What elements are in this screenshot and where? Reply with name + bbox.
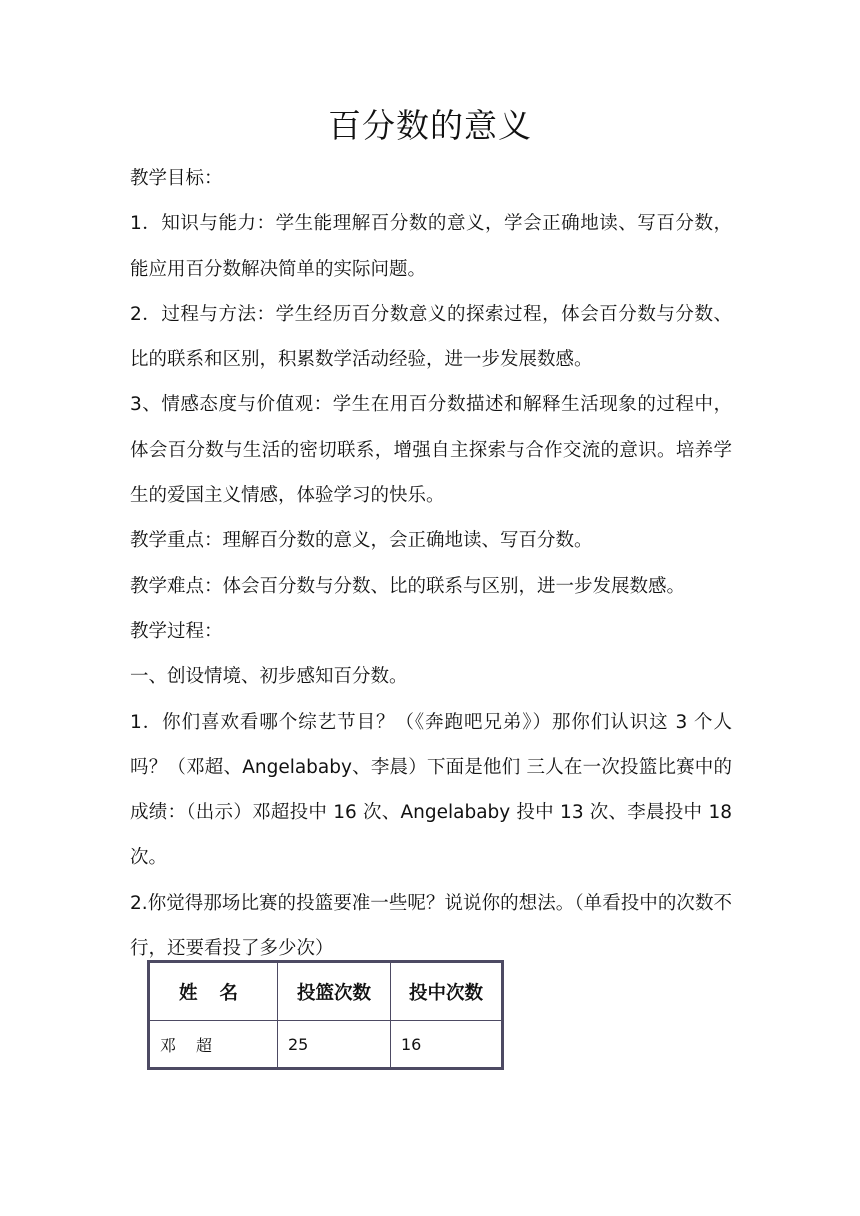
table-cell-attempts: 25 xyxy=(278,1021,391,1069)
paragraph-process-heading: 教学过程： xyxy=(130,620,223,642)
table-header-attempts: 投篮次数 xyxy=(278,962,391,1021)
table-header-hits: 投中次数 xyxy=(391,962,503,1021)
paragraph-section-1: 一、创设情境、初步感知百分数。 xyxy=(130,666,408,688)
document-body xyxy=(130,156,732,971)
table-row xyxy=(149,1021,503,1069)
table-header-name: 姓名 xyxy=(149,962,278,1021)
paragraph-objectives-heading: 教学目标： xyxy=(130,168,223,189)
table-header-row xyxy=(149,962,503,1021)
score-table-wrapper xyxy=(147,960,504,1070)
paragraph-objective-1: 1．知识与能力：学生能理解百分数的意义，学会正确地读、写百分数，能应用百分数解决简单的实际问题。 xyxy=(130,213,732,280)
paragraph-key-point: 教学重点：理解百分数的意义，会正确地读、写百分数。 xyxy=(130,530,593,552)
paragraph-objective-2: 2．过程与方法：学生经历百分数意义的探索过程，体会百分数与分数、比的联系和区别，积累数学活动经验，进一步发展数感。 xyxy=(130,303,732,371)
paragraph-difficulty: 教学难点：体会百分数与分数、比的联系与区别，进一步发展数感。 xyxy=(130,575,686,597)
paragraph-step-1: 1．你们喜欢看哪个综艺节目？（《奔跑吧兄弟》）那你们认识这 3 个人吗？（邓超、Angelababy、李晨）下面是他们 三人在一次投篮比赛中的成绩：（出示）邓超投中 16 次、Angelababy 投中 13 次、李晨投中 18 次。 xyxy=(130,711,732,869)
score-table xyxy=(147,960,504,1070)
table-cell-name: 邓超 xyxy=(149,1021,278,1069)
paragraph-step-2: 2.你觉得那场比赛的投篮要准一些呢？说说你的想法。（单看投中的次数不行，还要看投了多少次） xyxy=(130,892,732,960)
table-cell-hits: 16 xyxy=(391,1021,503,1069)
paragraph-objective-3: 3、情感态度与价值观：学生在用百分数描述和解释生活现象的过程中，体会百分数与生活的密切联系，增强自主探索与合作交流的意识。培养学生的爱国主义情感，体验学习的快乐。 xyxy=(130,394,732,507)
document-title: 百分数的意义 xyxy=(328,106,532,145)
